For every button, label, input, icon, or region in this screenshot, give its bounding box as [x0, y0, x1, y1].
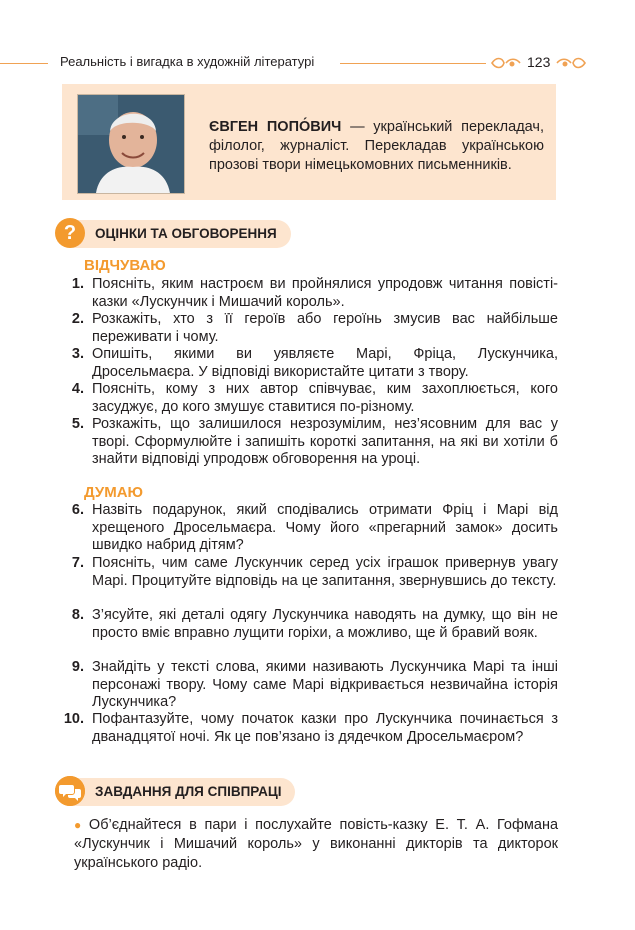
question-text: Пофантазуйте, чому початок казки про Лускунчика починається з дванадцятої ночі. Як це пов’язано із дядечком Дросельмаєром?: [92, 711, 558, 745]
author-bio-text: [209, 118, 544, 175]
running-title: Реальність і вигадка в художній літературі: [60, 54, 315, 69]
question-text: Розкажіть, хто з її героїв або героїнь змусив вас найбільше переживати і чому.: [92, 311, 558, 345]
question-number: 6.: [71, 502, 84, 518]
question-text: Поясніть, яким настроєм ви пройнялися упродовж читання повісті-казки «Лускунчик і Мишачий король».: [92, 276, 558, 310]
author-description: — український перекладач, філолог, журналіст. Перекладав українською прозові твори німецькомовних письменників.: [209, 119, 544, 173]
running-header: [0, 52, 635, 74]
question-item: [60, 381, 558, 416]
ornament-right-icon: [555, 55, 587, 71]
question-item: [60, 346, 558, 381]
question-mark-icon: ?: [55, 218, 85, 248]
question-item: [60, 276, 558, 311]
question-item: [60, 416, 558, 469]
question-number: 7.: [71, 555, 84, 571]
question-number: 3.: [71, 346, 84, 362]
group-feel-label: ВІДЧУВАЮ: [84, 257, 166, 274]
section-discussion-title: ОЦІНКИ ТА ОБГОВОРЕННЯ: [73, 220, 291, 248]
question-item: [60, 711, 558, 746]
page-number: 123: [527, 54, 551, 70]
question-number: 8.: [71, 607, 84, 623]
question-number: 2.: [71, 311, 84, 327]
bullet-icon: ●: [74, 818, 85, 832]
collaboration-text: Об’єднайтеся в пари і послухайте повість-казку Е. Т. А. Гофмана «Лускунчик і Мишачий король» у виконанні дикторів та дикторок українського радіо.: [74, 817, 559, 871]
question-text: Поясніть, чим саме Лускунчик серед усіх іграшок привернув увагу Марі. Процитуйте відповідь на це запитання, звернувшись до тексту.: [92, 555, 558, 589]
group-think-label: ДУМАЮ: [84, 484, 143, 501]
question-text: Знайдіть у тексті слова, якими називають Лускунчика Марі та інші персонажі твору. Чому саме Марі відкривається незвичайна історія Лускунчика?: [92, 659, 558, 710]
section-collaboration-title: ЗАВДАННЯ ДЛЯ СПІВПРАЦІ: [73, 778, 295, 806]
chat-bubbles-icon: [55, 776, 85, 806]
question-text: Назвіть подарунок, який сподівались отримати Фріц і Марі від хрещеного Дросельмаєра. Чому його «прегарний замок» досить швидко набрид дітям?: [92, 502, 558, 553]
ornament-left-icon: [490, 55, 522, 71]
question-item: [60, 502, 558, 555]
header-rule-middle: [340, 63, 486, 64]
author-name: ЄВГЕН ПОПО́ВИЧ: [209, 119, 342, 135]
question-text: Поясніть, кому з них автор співчуває, ким захоплюється, кого засуджує, до кого змушує ставитися по-різному.: [92, 381, 558, 415]
header-rule-left: [0, 63, 48, 64]
question-number: 4.: [71, 381, 84, 397]
question-number: 5.: [71, 416, 84, 432]
question-item: [60, 659, 558, 712]
question-number: 1.: [71, 276, 84, 292]
question-text: Розкажіть, що залишилося незрозумілим, нез’ясовним для вас у творі. Сформулюйте і запишіть короткі запитання, на які ви хотіли б знайти відповіді упродовж обговорення на уроці.: [92, 416, 558, 467]
question-text: З’ясуйте, які деталі одягу Лускунчика наводять на думку, що він не просто вміє вправно лущити горіхи, а можливо, ще й бравий вояк.: [92, 607, 558, 641]
author-photo: [77, 94, 185, 194]
question-item: [60, 607, 558, 642]
author-bio-panel: [62, 84, 556, 200]
question-number: 9.: [71, 659, 84, 675]
question-number: 10.: [63, 711, 84, 727]
question-text: Опишіть, якими ви уявляєте Марі, Фріца, Лускунчика, Дросельмаєра. У відповіді використайте цитати з твору.: [92, 346, 558, 380]
question-item: [60, 311, 558, 346]
question-item: [60, 555, 558, 590]
collaboration-task: [74, 816, 558, 873]
